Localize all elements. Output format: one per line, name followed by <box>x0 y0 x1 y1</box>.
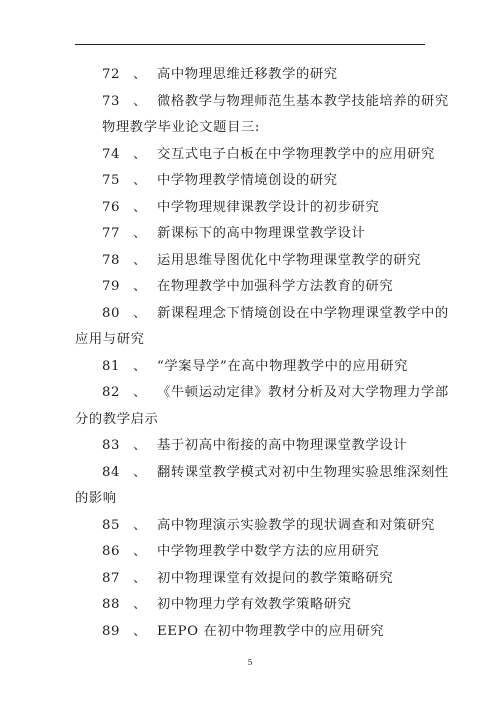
item-number: 81 <box>102 358 121 374</box>
item-title: 翻转课堂教学模式对初中生物理实验思维深刻性 <box>157 464 449 480</box>
item-title: 初中物理课堂有效提问的教学策略研究 <box>157 570 394 586</box>
list-item: 76 、 中学物理规律课教学设计的初步研究 <box>75 195 427 222</box>
item-title: 新课标下的高中物理课堂教学设计 <box>157 226 366 241</box>
item-title: 初中物理力学有效教学策略研究 <box>157 597 352 612</box>
item-title: 微格教学与物理师范生基本教学技能培养的研究 <box>157 93 449 109</box>
item-number: 85 <box>102 517 121 533</box>
list-item: 73 、 微格教学与物理师范生基本教学技能培养的研究 <box>75 89 427 116</box>
item-title: 高中物理思维迁移教学的研究 <box>157 67 338 82</box>
item-title: 中学物理教学中数学方法的应用研究 <box>157 544 380 559</box>
list-item: 87 、 初中物理课堂有效提问的教学策略研究 <box>75 566 427 593</box>
list-item: 83 、 基于初高中衔接的高中物理课堂教学设计 <box>75 433 427 460</box>
item-number: 77 <box>102 226 121 241</box>
list-item: 79 、 在物理教学中加强科学方法教育的研究 <box>75 274 427 301</box>
item-title: 新课程理念下情境创设在中学物理课堂教学中的 <box>157 305 449 321</box>
list-item: 86 、 中学物理教学中数学方法的应用研究 <box>75 539 427 566</box>
item-number: 86 <box>102 544 121 559</box>
item-number: 82 <box>102 385 121 400</box>
item-number: 89 <box>102 623 121 639</box>
header-rule <box>75 44 425 45</box>
list-item: 88 、 初中物理力学有效教学策略研究 <box>75 592 427 619</box>
item-title: 中学物理规律课教学设计的初步研究 <box>157 199 380 215</box>
list-item: 75 、 中学物理教学情境创设的研究 <box>75 168 427 195</box>
topic-list <box>75 62 449 645</box>
item-number: 75 <box>102 173 121 188</box>
item-number: 84 <box>102 464 121 480</box>
item-number: 88 <box>102 597 121 612</box>
item-number: 74 <box>102 146 121 162</box>
item-title: “学案导学”在高中物理教学中的应用研究 <box>157 358 409 374</box>
list-item: 84 、 翻转课堂教学模式对初中生物理实验思维深刻性 <box>75 460 427 487</box>
item-title: 基于初高中衔接的高中物理课堂教学设计 <box>157 438 408 453</box>
item-continuation: 应用与研究 <box>75 332 145 347</box>
item-title: 交互式电子白板在中学物理教学中的应用研究 <box>157 146 435 162</box>
list-item: 74 、 交互式电子白板在中学物理教学中的应用研究 <box>75 142 427 169</box>
list-item: 81 、 “学案导学”在高中物理教学中的应用研究 <box>75 354 427 381</box>
page-number: 5 <box>247 658 253 667</box>
item-number: 72 <box>102 67 121 82</box>
list-item: 77 、 新课标下的高中物理课堂教学设计 <box>75 221 427 248</box>
list-item: 78 、 运用思维导图优化中学物理课堂教学的研究 <box>75 248 427 275</box>
item-number: 87 <box>102 570 121 586</box>
list-item: 85 、 高中物理演示实验教学的现状调查和对策研究 <box>75 513 427 540</box>
item-continuation: 分的教学启示 <box>75 411 159 427</box>
item-number: 80 <box>102 305 121 321</box>
item-title: 高中物理演示实验教学的现状调查和对策研究 <box>157 517 435 533</box>
item-title: 运用思维导图优化中学物理课堂教学的研究 <box>157 252 422 268</box>
item-title: 在物理教学中加强科学方法教育的研究 <box>157 279 394 294</box>
item-number: 79 <box>102 279 121 294</box>
list-item: 82 、 《牛顿运动定律》教材分析及对大学物理力学部 <box>75 380 427 407</box>
section-heading: 物理教学毕业论文题目三: <box>102 120 260 135</box>
item-continuation: 的影响 <box>75 491 117 506</box>
list-item: 89 、 EEPO 在初中物理教学中的应用研究 <box>75 619 427 646</box>
list-item: 72 、 高中物理思维迁移教学的研究 <box>75 62 427 89</box>
item-number: 73 <box>102 93 121 109</box>
item-title: 中学物理教学情境创设的研究 <box>157 173 338 188</box>
list-item: 80 、 新课程理念下情境创设在中学物理课堂教学中的 <box>75 301 427 328</box>
item-title: 《牛顿运动定律》教材分析及对大学物理力学部 <box>157 385 449 400</box>
item-number: 83 <box>102 438 121 453</box>
item-number: 76 <box>102 199 121 215</box>
item-title: EEPO 在初中物理教学中的应用研究 <box>157 623 385 639</box>
item-number: 78 <box>102 252 121 268</box>
